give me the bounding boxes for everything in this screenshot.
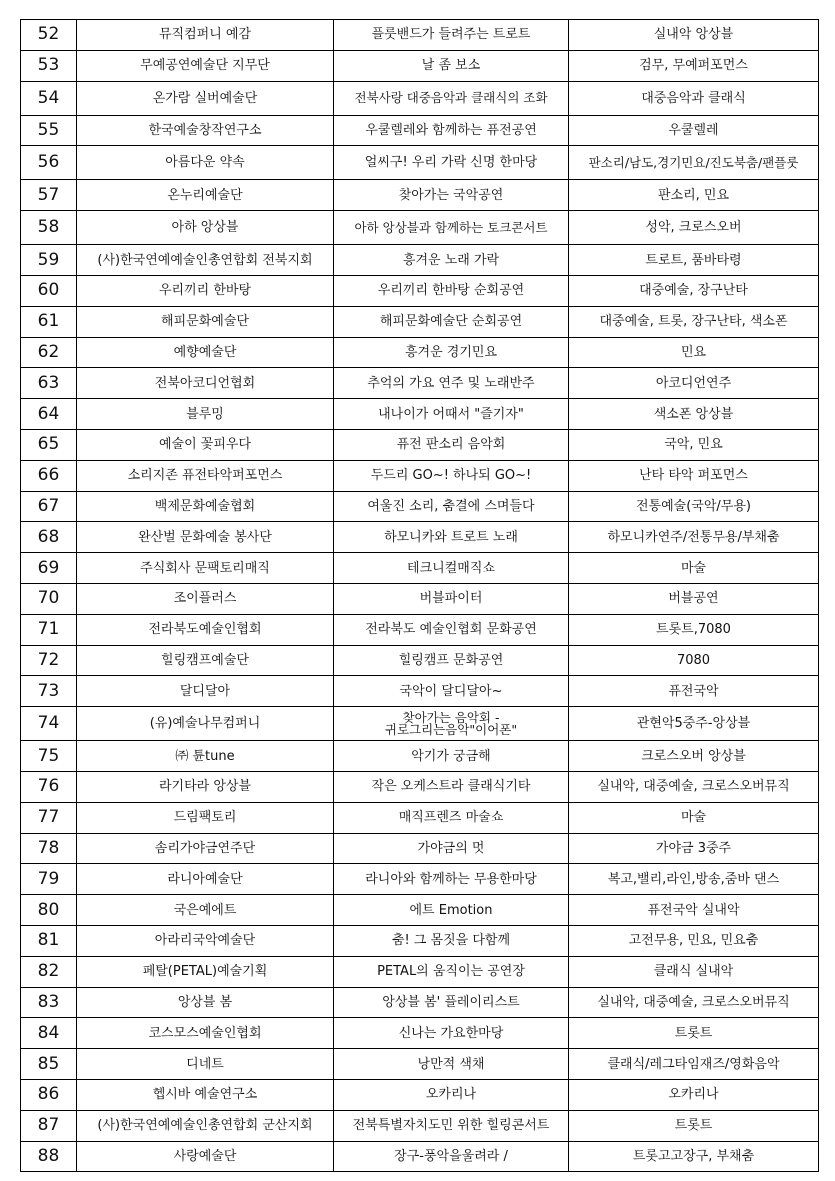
table-row <box>21 275 819 306</box>
genre-cell: 실내악 앙상블 <box>569 20 819 51</box>
row-number-cell: 66 <box>21 460 77 491</box>
table-row <box>21 553 819 584</box>
performance-title-cell: 해피문화예술단 순회공연 <box>334 306 569 337</box>
genre-cell: 관현악5중주-앙상블 <box>569 707 819 741</box>
performance-title-cell: 낭만적 색채 <box>334 1049 569 1080</box>
performance-title-cell: 아하 앙상블과 함께하는 토크콘서트 <box>334 211 569 245</box>
organization-cell: 앙상블 봄 <box>77 987 334 1018</box>
genre-cell: 아코디언연주 <box>569 368 819 399</box>
performance-title-cell: 추억의 가요 연주 및 노래반주 <box>334 368 569 399</box>
table-row <box>21 864 819 895</box>
organization-cell: 국은예에트 <box>77 895 334 926</box>
row-number-cell: 83 <box>21 987 77 1018</box>
performance-title-cell: 버블파이터 <box>334 583 569 614</box>
row-number-cell: 67 <box>21 491 77 522</box>
genre-cell: 복고,밸리,라인,방송,줌바 댄스 <box>569 864 819 895</box>
genre-cell: 퓨전국악 실내악 <box>569 895 819 926</box>
performance-title-cell: 테크니컬매직쇼 <box>334 553 569 584</box>
row-number-cell: 77 <box>21 802 77 833</box>
row-number-cell: 82 <box>21 956 77 987</box>
performance-title-cell: 퓨전 판소리 음악회 <box>334 429 569 460</box>
performance-title-cell: 하모니카와 트로트 노래 <box>334 522 569 553</box>
genre-cell: 클래식 실내악 <box>569 956 819 987</box>
performance-title-cell: 악기가 궁금해 <box>334 741 569 772</box>
performance-table <box>20 19 819 1172</box>
table-row <box>21 429 819 460</box>
row-number-cell: 53 <box>21 50 77 81</box>
performance-title-cell: 얼씨구! 우리 가락 신명 한마당 <box>334 146 569 180</box>
organization-cell: 아라리국악예술단 <box>77 925 334 956</box>
genre-cell: 전통예술(국악/무용) <box>569 491 819 522</box>
table-row <box>21 1049 819 1080</box>
genre-cell: 대중예술, 트롯, 장구난타, 색소폰 <box>569 306 819 337</box>
performance-title-cell: 찾아가는 국악공연 <box>334 180 569 211</box>
row-number-cell: 64 <box>21 399 77 430</box>
organization-cell: 완산벌 문화예술 봉사단 <box>77 522 334 553</box>
row-number-cell: 52 <box>21 20 77 51</box>
genre-cell: 가야금 3중주 <box>569 833 819 864</box>
row-number-cell: 79 <box>21 864 77 895</box>
organization-cell: (사)한국연예예술인총연합회 군산지회 <box>77 1110 334 1141</box>
table-row <box>21 245 819 276</box>
genre-cell: 트롯트,7080 <box>569 614 819 645</box>
table-row <box>21 741 819 772</box>
performance-title-cell: 전라북도 예술인협회 문화공연 <box>334 614 569 645</box>
row-number-cell: 75 <box>21 741 77 772</box>
organization-cell: 한국예술창작연구소 <box>77 115 334 146</box>
row-number-cell: 56 <box>21 146 77 180</box>
row-number-cell: 63 <box>21 368 77 399</box>
row-number-cell: 57 <box>21 180 77 211</box>
organization-cell: 백제문화예술협회 <box>77 491 334 522</box>
genre-cell: 판소리, 민요 <box>569 180 819 211</box>
performance-title-cell: 흥겨운 노래 가락 <box>334 245 569 276</box>
organization-cell: 코스모스예술인협회 <box>77 1018 334 1049</box>
genre-cell: 트로트, 품바타령 <box>569 245 819 276</box>
genre-cell: 대중예술, 장구난타 <box>569 275 819 306</box>
genre-cell: 난타 타악 퍼포먼스 <box>569 460 819 491</box>
table-row <box>21 180 819 211</box>
genre-cell: 트롯트 <box>569 1110 819 1141</box>
table-row <box>21 1018 819 1049</box>
table-row <box>21 460 819 491</box>
row-number-cell: 78 <box>21 833 77 864</box>
table-row <box>21 1110 819 1141</box>
genre-cell: 하모니카연주/전통무용/부채춤 <box>569 522 819 553</box>
performance-title-cell: 전북사랑 대중음악과 클래식의 조화 <box>334 81 569 115</box>
performance-title-cell: 장구-풍악을울려라 / <box>334 1141 569 1172</box>
table-row <box>21 211 819 245</box>
genre-cell: 대중음악과 클래식 <box>569 81 819 115</box>
performance-title-cell: 우쿨렐레와 함께하는 퓨전공연 <box>334 115 569 146</box>
genre-cell: 판소리/남도,경기민요/진도북춤/팬플룻 <box>569 146 819 180</box>
genre-cell: 클래식/레그타임재즈/영화음악 <box>569 1049 819 1080</box>
row-number-cell: 68 <box>21 522 77 553</box>
row-number-cell: 69 <box>21 553 77 584</box>
table-row <box>21 802 819 833</box>
organization-cell: ㈜ 튠tune <box>77 741 334 772</box>
table-row <box>21 337 819 368</box>
row-number-cell: 81 <box>21 925 77 956</box>
performance-title-cell: PETAL의 움직이는 공연장 <box>334 956 569 987</box>
table-row <box>21 895 819 926</box>
genre-cell: 고전무용, 민요, 민요춤 <box>569 925 819 956</box>
row-number-cell: 84 <box>21 1018 77 1049</box>
row-number-cell: 58 <box>21 211 77 245</box>
organization-cell: 힐링캠프예술단 <box>77 645 334 676</box>
row-number-cell: 62 <box>21 337 77 368</box>
performance-title-cell: 라니아와 함께하는 무용한마당 <box>334 864 569 895</box>
row-number-cell: 85 <box>21 1049 77 1080</box>
table-row <box>21 81 819 115</box>
table-row <box>21 146 819 180</box>
organization-cell: (사)한국연예예술인총연합회 전북지회 <box>77 245 334 276</box>
row-number-cell: 80 <box>21 895 77 926</box>
table-row <box>21 306 819 337</box>
table-row <box>21 771 819 802</box>
organization-cell: 온가람 실버예술단 <box>77 81 334 115</box>
table-row <box>21 614 819 645</box>
organization-cell: 예향예술단 <box>77 337 334 368</box>
organization-cell: 아름다운 약속 <box>77 146 334 180</box>
table-row <box>21 925 819 956</box>
performance-title-cell: 우리끼리 한바탕 순회공연 <box>334 275 569 306</box>
performance-title-cell: 여울진 소리, 춤결에 스며들다 <box>334 491 569 522</box>
performance-title-cell: 춤! 그 몸짓을 다함께 <box>334 925 569 956</box>
row-number-cell: 76 <box>21 771 77 802</box>
organization-cell: 예술이 꽃피우다 <box>77 429 334 460</box>
row-number-cell: 72 <box>21 645 77 676</box>
table-row <box>21 1079 819 1110</box>
performance-title-cell: 흥겨운 경기민요 <box>334 337 569 368</box>
genre-cell: 검무, 무예퍼포먼스 <box>569 50 819 81</box>
organization-cell: 전라북도예술인협회 <box>77 614 334 645</box>
organization-cell: 사랑예술단 <box>77 1141 334 1172</box>
organization-cell: 우리끼리 한바탕 <box>77 275 334 306</box>
performance-title-cell: 찾아가는 음악회 - 귀로그리는음악"이어폰" <box>334 707 569 741</box>
genre-cell: 마술 <box>569 553 819 584</box>
row-number-cell: 54 <box>21 81 77 115</box>
performance-table-body <box>21 20 819 1172</box>
organization-cell: 아하 앙상블 <box>77 211 334 245</box>
genre-cell: 마술 <box>569 802 819 833</box>
genre-cell: 크로스오버 앙상블 <box>569 741 819 772</box>
organization-cell: 소리지존 퓨전타악퍼포먼스 <box>77 460 334 491</box>
organization-cell: 무예공연예술단 지무단 <box>77 50 334 81</box>
performance-title-cell: 플룻밴드가 들려주는 트로트 <box>334 20 569 51</box>
organization-cell: 주식회사 문팩토리매직 <box>77 553 334 584</box>
genre-cell: 색소폰 앙상블 <box>569 399 819 430</box>
organization-cell: 온누리예술단 <box>77 180 334 211</box>
row-number-cell: 61 <box>21 306 77 337</box>
performance-title-cell: 매직프렌즈 마술쇼 <box>334 802 569 833</box>
genre-cell: 국악, 민요 <box>569 429 819 460</box>
table-row <box>21 707 819 741</box>
table-row <box>21 50 819 81</box>
row-number-cell: 86 <box>21 1079 77 1110</box>
table-row <box>21 583 819 614</box>
performance-title-cell: 두드리 GO~! 하나되 GO~! <box>334 460 569 491</box>
performance-title-cell: 에트 Emotion <box>334 895 569 926</box>
organization-cell: 라기타라 앙상블 <box>77 771 334 802</box>
table-row <box>21 1141 819 1172</box>
performance-title-cell: 오카리나 <box>334 1079 569 1110</box>
genre-cell: 실내악, 대중예술, 크로스오버뮤직 <box>569 771 819 802</box>
row-number-cell: 88 <box>21 1141 77 1172</box>
genre-cell: 우쿨렐레 <box>569 115 819 146</box>
organization-cell: 블루밍 <box>77 399 334 430</box>
table-row <box>21 115 819 146</box>
table-row <box>21 956 819 987</box>
row-number-cell: 74 <box>21 707 77 741</box>
genre-cell: 트롯트 <box>569 1018 819 1049</box>
row-number-cell: 73 <box>21 676 77 707</box>
table-row <box>21 491 819 522</box>
table-row <box>21 676 819 707</box>
table-row <box>21 399 819 430</box>
performance-title-cell: 국악이 달디달아~ <box>334 676 569 707</box>
genre-cell: 민요 <box>569 337 819 368</box>
performance-title-cell: 작은 오케스트라 클래식기타 <box>334 771 569 802</box>
performance-title-cell: 앙상블 봄' 플레이리스트 <box>334 987 569 1018</box>
table-row <box>21 833 819 864</box>
organization-cell: 조이플러스 <box>77 583 334 614</box>
performance-title-cell: 날 좀 보소 <box>334 50 569 81</box>
row-number-cell: 70 <box>21 583 77 614</box>
organization-cell: 디네트 <box>77 1049 334 1080</box>
table-row <box>21 368 819 399</box>
organization-cell: 헵시바 예술연구소 <box>77 1079 334 1110</box>
genre-cell: 트롯고고장구, 부채춤 <box>569 1141 819 1172</box>
table-row <box>21 20 819 51</box>
row-number-cell: 71 <box>21 614 77 645</box>
genre-cell: 퓨전국악 <box>569 676 819 707</box>
genre-cell: 오카리나 <box>569 1079 819 1110</box>
organization-cell: (유)예술나무컴퍼니 <box>77 707 334 741</box>
table-row <box>21 645 819 676</box>
genre-cell: 7080 <box>569 645 819 676</box>
genre-cell: 버블공연 <box>569 583 819 614</box>
organization-cell: 라니아예술단 <box>77 864 334 895</box>
row-number-cell: 55 <box>21 115 77 146</box>
organization-cell: 뮤직컴퍼니 예감 <box>77 20 334 51</box>
organization-cell: 달디달아 <box>77 676 334 707</box>
performance-title-cell: 내나이가 어때서 "즐기자" <box>334 399 569 430</box>
genre-cell: 실내악, 대중예술, 크로스오버뮤직 <box>569 987 819 1018</box>
organization-cell: 해피문화예술단 <box>77 306 334 337</box>
genre-cell: 성악, 크로스오버 <box>569 211 819 245</box>
performance-list-sheet <box>20 19 818 1172</box>
table-row <box>21 522 819 553</box>
performance-title-cell: 가야금의 멋 <box>334 833 569 864</box>
organization-cell: 드림팩토리 <box>77 802 334 833</box>
organization-cell: 페탈(PETAL)예술기획 <box>77 956 334 987</box>
row-number-cell: 60 <box>21 275 77 306</box>
organization-cell: 솜리가야금연주단 <box>77 833 334 864</box>
row-number-cell: 59 <box>21 245 77 276</box>
table-row <box>21 987 819 1018</box>
performance-title-cell: 힐링캠프 문화공연 <box>334 645 569 676</box>
performance-title-cell: 전북특별자치도민 위한 힐링콘서트 <box>334 1110 569 1141</box>
organization-cell: 전북아코디언협회 <box>77 368 334 399</box>
row-number-cell: 87 <box>21 1110 77 1141</box>
row-number-cell: 65 <box>21 429 77 460</box>
performance-title-cell: 신나는 가요한마당 <box>334 1018 569 1049</box>
